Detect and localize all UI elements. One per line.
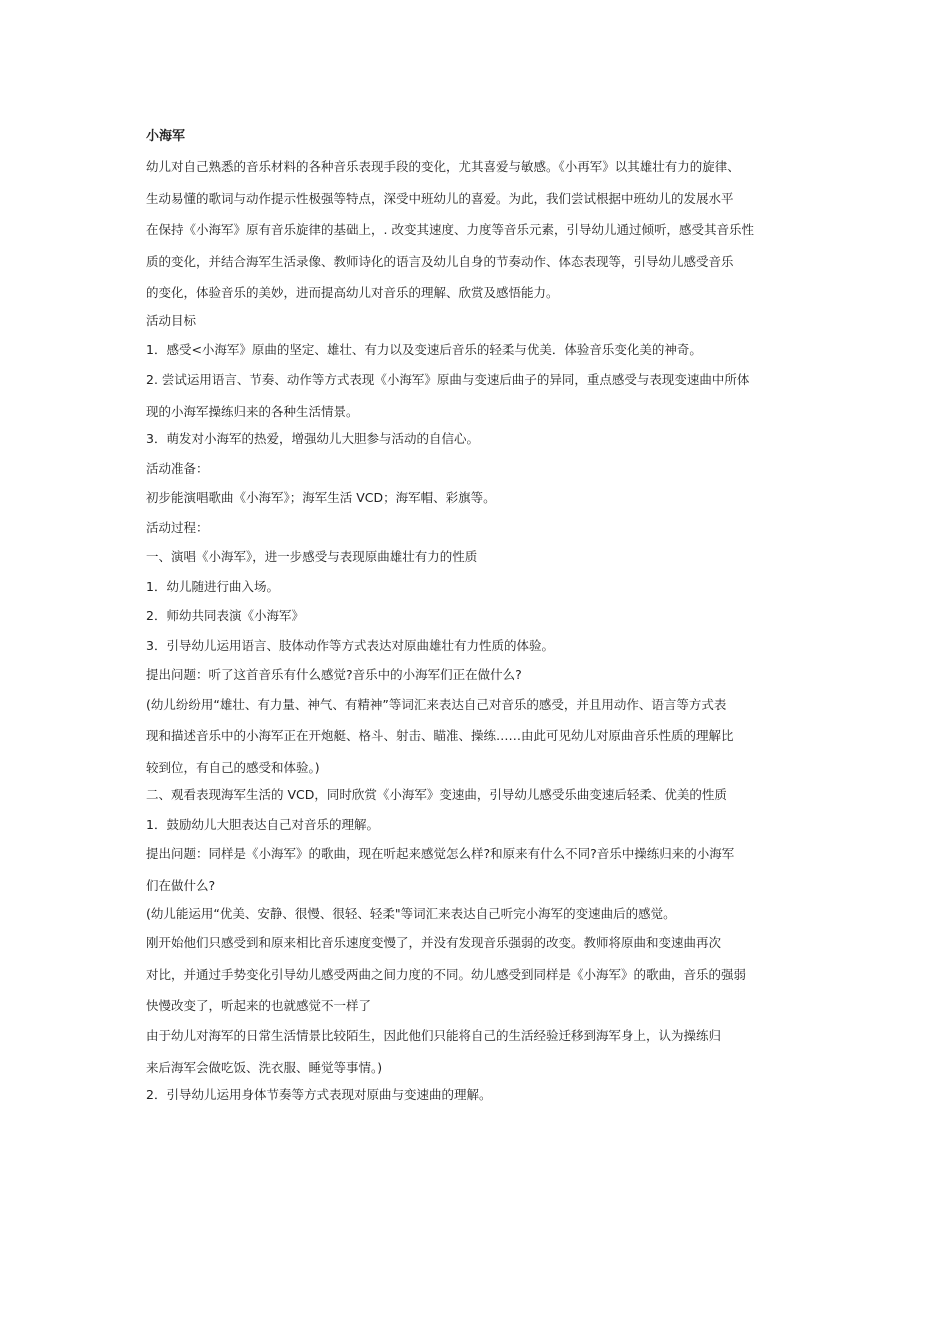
prep-text: 初步能演唱歌曲《小海军》；海军生活 VCD；海军帽、彩旗等。 <box>146 490 496 506</box>
part2-heading: 二、观看表现海军生活的 VCD，同时欣赏《小海军》变速曲，引导幼儿感受乐曲变速后轻柔、优美的性质 <box>146 787 727 803</box>
part2-note-3 <box>146 1020 810 1083</box>
part2-question-line: 提出问题：同样是《小海军》的歌曲，现在听起来感觉怎么样?和原来有什么不同?音乐中操练归来的小海军 <box>146 846 735 862</box>
goal-3: 3．萌发对小海军的热爱，增强幼儿大胆参与活动的自信心。 <box>146 431 479 447</box>
part1-note-line: (幼儿纷纷用“雄壮、有力量、神气、有精神”等词汇来表达自己对音乐的感受，并且用动作、语言等方式表 <box>146 696 727 712</box>
intro-paragraph <box>146 151 810 309</box>
intro-line: 幼儿对自己熟悉的音乐材料的各种音乐表现手段的变化，尤其喜爱与敏感。《小再军》以其雄壮有力的旋律、 <box>146 159 740 174</box>
intro-line: 质的变化，并结合海军生活录像、教师诗化的语言及幼儿自身的节奏动作、体态表现等，引导幼儿感受音乐 <box>146 253 734 269</box>
document-title: 小海军 <box>146 129 186 144</box>
part2-note-2-line: 对比，并通过手势变化引导幼儿感受两曲之间力度的不同。幼儿感受到同样是《小海军》的歌曲，音乐的强弱 <box>146 966 747 982</box>
goal-2-line: 现的小海军操练归来的各种生活情景。 <box>146 403 359 419</box>
process-heading: 活动过程： <box>146 519 209 535</box>
goal-2 <box>146 364 810 427</box>
part2-note-3-line: 由于幼儿对海军的日常生活情景比较陌生，因此他们只能将自己的生活经验迁移到海军身上，认为操练归 <box>146 1027 722 1043</box>
part1-note <box>146 689 810 784</box>
part1-step-3: 3．引导幼儿运用语言、肢体动作等方式表达对原曲雄壮有力性质的体验。 <box>146 637 554 653</box>
intro-line: 在保持《小海军》原有音乐旋律的基础上，. 改变其速度、力度等音乐元素，引导幼儿通过倾听，感受其音乐性 <box>146 222 754 238</box>
part1-note-line: 现和描述音乐中的小海军正在开炮艇、格斗、射击、瞄准、操练……由此可见幼儿对原曲音乐性质的理解比 <box>146 728 734 744</box>
document-page <box>146 128 810 1115</box>
goals-heading: 活动目标 <box>146 312 197 328</box>
part2-step-2: 2．引导幼儿运用身体节奏等方式表现对原曲与变速曲的理解。 <box>146 1087 492 1103</box>
part2-question-line: 们在做什么? <box>146 878 216 894</box>
part1-note-line: 较到位，有自己的感受和体验。) <box>146 759 320 775</box>
part1-heading: 一、演唱《小海军》，进一步感受与表现原曲雄壮有力的性质 <box>146 549 478 565</box>
part2-question <box>146 838 810 901</box>
part2-note-3-line: 来后海军会做吃饭、洗衣服、睡觉等事情。) <box>146 1059 383 1075</box>
part2-note-2-line: 刚开始他们只感受到和原来相比音乐速度变慢了，并没有发现音乐强弱的改变。教师将原曲和变速曲再次 <box>146 935 722 951</box>
intro-line: 的变化，体验音乐的美妙，进而提高幼儿对音乐的理解、欣赏及感悟能力。 <box>146 285 559 301</box>
part1-step-2: 2．师幼共同表演《小海军》 <box>146 608 304 624</box>
prep-heading: 活动准备： <box>146 460 209 476</box>
part2-note-1: (幼儿能运用“优美、安静、很慢、很轻、轻柔"等词汇来表达自己听完小海军的变速曲后的感觉。 <box>146 905 676 921</box>
part2-note-2-line: 快慢改变了，听起来的也就感觉不一样了 <box>146 998 372 1014</box>
goal-2-line: 2. 尝试运用语言、节奏、动作等方式表现《小海军》原曲与变速后曲子的异同，重点感受与表现变速曲中所体 <box>146 371 750 387</box>
goal-1: 1．感受<小海军》原曲的坚定、雄壮、有力以及变速后音乐的轻柔与优美．体验音乐变化美的神奇。 <box>146 342 702 358</box>
part2-note-2 <box>146 927 810 1022</box>
part1-step-1: 1．幼儿随进行曲入场。 <box>146 578 279 594</box>
part2-step-1: 1．鼓励幼儿大胆表达自己对音乐的理解。 <box>146 816 379 832</box>
part1-question: 提出问题：听了这首音乐有什么感觉?音乐中的小海军们正在做什么? <box>146 667 522 683</box>
intro-line: 生动易懂的歌词与动作提示性极强等特点，深受中班幼儿的喜爱。为此，我们尝试根据中班幼儿的发展水平 <box>146 190 734 206</box>
